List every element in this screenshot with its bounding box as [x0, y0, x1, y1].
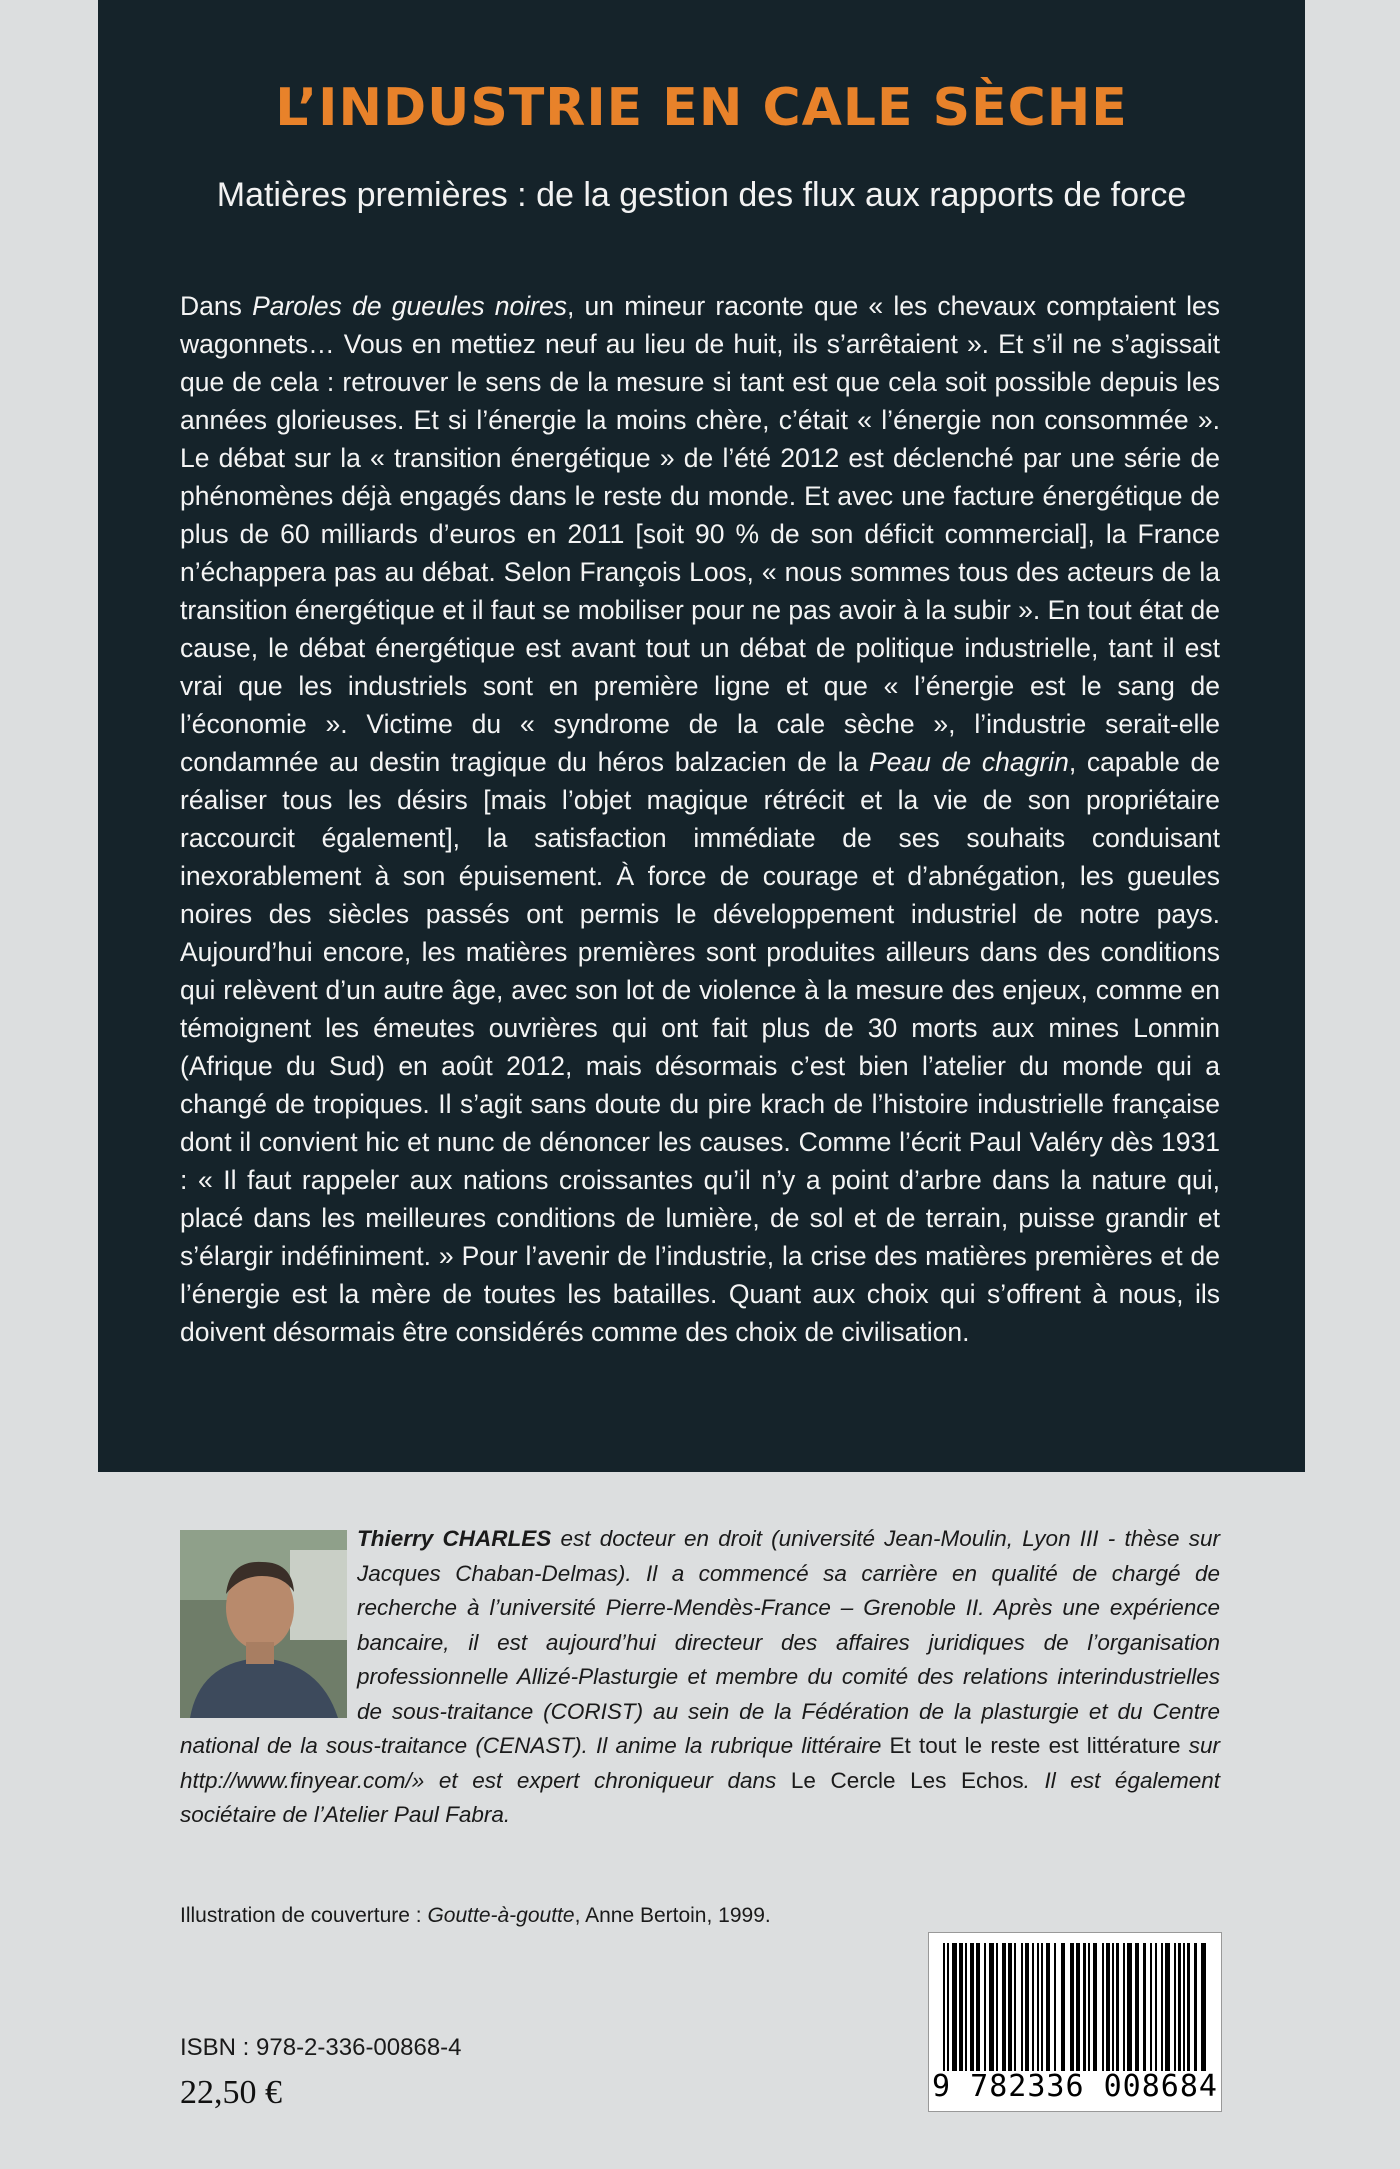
barcode-bar — [1143, 1943, 1146, 2071]
barcode-bar — [976, 1943, 980, 2071]
barcode-bar — [959, 1943, 963, 2071]
barcode-bar — [1054, 1943, 1056, 2071]
barcode-bar — [1112, 1943, 1114, 2071]
author-bio-text: sur http://www.finyear.com/» et est expert chroniqueur dans — [180, 1733, 1220, 1793]
barcode-bar — [1201, 1943, 1206, 2071]
barcode-bar — [1187, 1943, 1190, 2071]
back-cover-panel — [98, 0, 1305, 1472]
barcode-bar — [1088, 1943, 1090, 2071]
barcode-bar — [1002, 1943, 1006, 2071]
barcode-bar — [1008, 1943, 1012, 2071]
book-subtitle: Matières premières : de la gestion des flux aux rapports de force — [216, 176, 1187, 214]
author-bio-text: est docteur en droit (université Jean-Moulin, Lyon III - thèse sur Jacques Chaban-Delmas). Il a commencé sa carrière en qualité de chargé de recherche à l’université Pierre-Mendès-France – Grenoble II. Après une expérience bancaire, il est aujourd’hui directeur des affaires juridiques de l’organisation professionnelle Allizé-Plasturgie et membre du comité des relations interindustrielles de sous-traitance (CORIST) au sein de la Fédération de la plasturgie et du Centre national de la sous-traitance (CENAST). Il anime la rubrique littéraire — [180, 1526, 1220, 1758]
book-description — [180, 287, 1220, 1351]
barcode-bar — [1102, 1943, 1104, 2071]
barcode-bar — [1083, 1943, 1086, 2071]
description-title-ref: Paroles de gueules noires — [252, 291, 567, 321]
author-column-title: Et tout le reste est littérature — [889, 1733, 1181, 1758]
barcode-bar — [1123, 1943, 1125, 2071]
photo-spacer — [180, 1522, 357, 1718]
barcode-bar — [952, 1943, 957, 2071]
author-bio-text: . Il est également sociétaire de l’Atelier Paul Fabra. — [180, 1767, 1221, 1827]
description-text: , un mineur raconte que « les chevaux comptaient les wagonnets… Vous en mettiez neuf au lieu de huit, ils s’arrêtaient ». Et s’il ne s’agissait que de cela : retrouver le sens de la mesure si tant est que cela soit possible depuis les années glorieuses. Et si l’énergie la moins chère, c’était « l’énergie non consommée ». Le débat sur la « transition énergétique » de l’été 2012 est déclenché par une série de phénomènes déjà engagés dans le reste du monde. Et avec une facture énergétique de plus de 60 milliards d’euros en 2011 [soit 90 % de son déficit commercial], la France n’échappera pas au débat. Selon François Loos, « nous sommes tous des acteurs de la transition énergétique et il faut se mobiliser pour ne pas avoir à la subir ». En tout état de cause, le débat énergétique est avant tout un débat de politique industrielle, tant il est vrai que les industriels sont en première ligne et que « l’énergie est le sang de l’économie ». Victime du « syndrome de la cale sèche », l’industrie serait-elle condamnée au destin tragique du héros balzacien de la — [180, 291, 1220, 777]
barcode-bar — [1037, 1943, 1039, 2071]
barcode-bar — [1174, 1943, 1176, 2071]
price: 22,50 € — [180, 2074, 282, 2111]
barcode-bar — [1116, 1943, 1119, 2071]
description-text: Dans — [180, 291, 253, 321]
barcode-bar — [1178, 1943, 1181, 2071]
book-title: L’INDUSTRIE EN CALE SÈCHE — [275, 78, 1128, 138]
author-biography — [180, 1522, 1220, 1833]
author-publication: Le Cercle Les Echos — [790, 1767, 1024, 1793]
barcode-bar — [1070, 1943, 1074, 2071]
barcode-bars — [943, 1943, 1207, 2071]
barcode-bar — [1106, 1943, 1110, 2071]
barcode-bar — [1165, 1943, 1170, 2071]
description-text: , capable de réaliser tous les désirs [mais l’objet magique rétrécit et la vie de son propriétaire raccourcit également], la satisfaction immédiate de ses souhaits conduisant inexorablement à son épuisement. À force de courage et d’abnégation, les gueules noires des siècles passés ont permis le développement industriel de notre pays. Aujourd’hui encore, les matières premières sont produites ailleurs dans des conditions qui relèvent d’un autre âge, avec son lot de violence à la mesure des enjeux, comme en témoignent les émeutes ouvrières qui ont fait plus de 30 morts aux mines Lonmin (Afrique du Sud) en août 2012, mais désormais c’est bien l’atelier du monde qui a changé de tropiques. Il s’agit sans doute du pire krach de l’histoire industrielle française dont il convient hic et nunc de dénoncer les causes. Comme l’écrit Paul Valéry dès 1931 : « Il faut rappeler aux nations croissantes qu’il n’y a point d’arbre dans la nature qui, placé dans les meilleures conditions de lumière, de sol et de terrain, puisse grandir et s’élargir indéfiniment. » Pour l’avenir de l’industrie, la crise des matières premières et de l’énergie est la mère de toutes les batailles. Quant aux choix qui s’offrent à nous, ils doivent désormais être considérés comme des choix de civilisation. — [180, 747, 1220, 1347]
barcode-bar — [1041, 1943, 1043, 2071]
barcode-bar — [1127, 1943, 1132, 2071]
barcode-bar — [1025, 1943, 1029, 2071]
barcode-bar — [1014, 1943, 1016, 2071]
credit-prefix: Illustration de couverture : — [180, 1904, 428, 1927]
barcode-bar — [989, 1943, 994, 2071]
credit-suffix: , Anne Bertoin, 1999. — [574, 1904, 771, 1927]
barcode — [928, 1932, 1222, 2112]
barcode-bar — [1150, 1943, 1152, 2071]
barcode-bar — [1046, 1943, 1050, 2071]
description-title-ref: Peau de chagrin — [869, 747, 1069, 777]
author-name: Thierry CHARLES — [357, 1526, 552, 1551]
barcode-bar — [1183, 1943, 1185, 2071]
barcode-bar — [1061, 1943, 1065, 2071]
barcode-bar — [970, 1943, 974, 2071]
credit-work: Goutte-à-goutte — [427, 1904, 575, 1927]
barcode-bar — [1194, 1943, 1197, 2071]
barcode-bar — [996, 1943, 998, 2071]
barcode-bar — [984, 1943, 986, 2071]
barcode-bar — [1021, 1943, 1023, 2071]
barcode-bar — [1032, 1943, 1034, 2071]
barcode-bar — [1076, 1943, 1080, 2071]
barcode-bar — [947, 1943, 949, 2071]
isbn: ISBN : 978-2-336-00868-4 — [180, 2034, 462, 2061]
barcode-bar — [1093, 1943, 1097, 2071]
barcode-number: 9 782336 008684 — [932, 2069, 1218, 2104]
illustration-credit — [180, 1904, 771, 1928]
barcode-bar — [1155, 1943, 1157, 2071]
barcode-bar — [943, 1943, 945, 2071]
barcode-bar — [1135, 1943, 1139, 2071]
barcode-bar — [965, 1943, 967, 2071]
barcode-bar — [1161, 1943, 1163, 2071]
